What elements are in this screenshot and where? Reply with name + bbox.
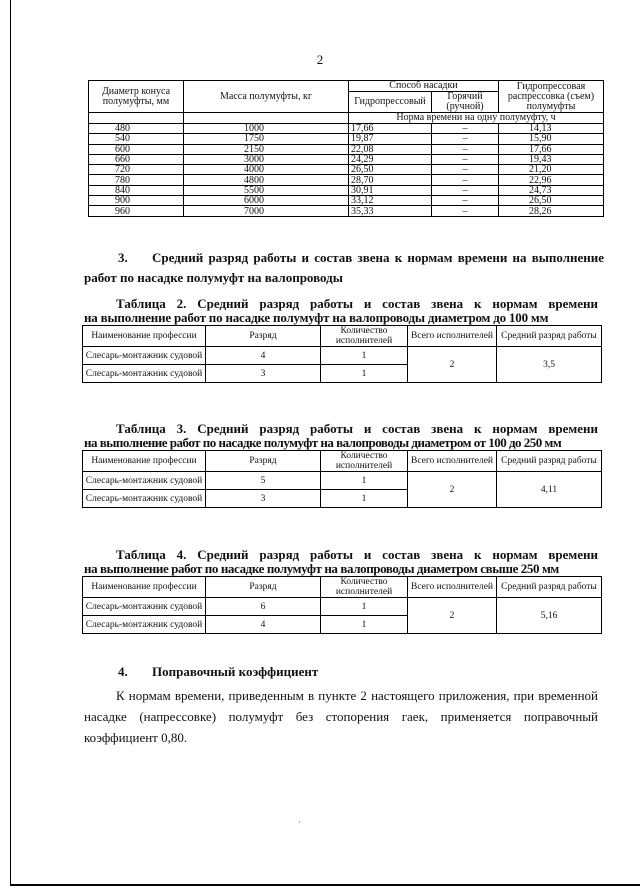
- th-grade: Разряд: [206, 577, 321, 598]
- header-mass: Масса полумуфты, кг: [184, 81, 349, 113]
- table4-caption-line1: Таблица 4. Средний разряд работы и состав звена к нормам времени: [116, 547, 598, 562]
- th-count: Количество исполнителей: [321, 577, 408, 598]
- th-avg: Средний разряд работы: [497, 577, 602, 598]
- header-hot: Горячий (ручной): [432, 92, 499, 113]
- th-profession: Наименование профессии: [83, 451, 206, 472]
- cell-hot: –: [432, 185, 499, 195]
- th-grade: Разряд: [206, 451, 321, 472]
- th-count: Количество исполнителей: [321, 326, 408, 347]
- cell-diameter: 480: [89, 124, 184, 134]
- section4-text: К нормам времени, приведенным в пункте 2 настоящего приложения, при временной насадке (напрессовке) полумуфт без стопорения гаек, применяется поправочный коэффициент 0,80.: [84, 688, 598, 745]
- table-row: [89, 165, 604, 175]
- table-row-count: 1: [321, 365, 408, 383]
- header-blank-1: [89, 113, 184, 124]
- table4: [82, 576, 602, 634]
- th-total: Всего исполнителей: [408, 577, 497, 598]
- table4-caption-line2: на выполнение работ по насадке полумуфт на валопроводы диаметром свыше 250 мм: [84, 561, 559, 576]
- table-row-grade: 6: [206, 598, 321, 616]
- cell-removal: 28,26: [499, 206, 604, 216]
- th-profession: Наименование профессии: [83, 326, 206, 347]
- cell-hydro: 28,70: [349, 175, 432, 185]
- cell-mass: 6000: [184, 196, 349, 206]
- section3-number: 3.: [118, 250, 128, 265]
- header-removal: Гидропрессовая распрессовка (съем) полумуфты: [499, 81, 604, 113]
- cell-diameter: 780: [89, 175, 184, 185]
- cell-mass: 7000: [184, 206, 349, 216]
- cell-hot: –: [432, 196, 499, 206]
- cell-removal: 15,90: [499, 134, 604, 144]
- cell-diameter: 720: [89, 165, 184, 175]
- table-row-profession: Слесарь-монтажник судовой: [83, 490, 206, 508]
- table-avg: 4,11: [497, 472, 602, 508]
- table3-caption-line1: Таблица 3. Средний разряд работы и состав звена к нормам времени: [116, 421, 598, 436]
- cell-mass: 3000: [184, 154, 349, 164]
- header-method: Способ насадки: [349, 81, 499, 92]
- table-avg: 3,5: [497, 347, 602, 383]
- cell-diameter: 540: [89, 134, 184, 144]
- cell-hydro: 30,91: [349, 185, 432, 195]
- th-profession: Наименование профессии: [83, 577, 206, 598]
- table-total: 2: [408, 472, 497, 508]
- norms-table: [88, 80, 604, 217]
- table-row-profession: Слесарь-монтажник судовой: [83, 365, 206, 383]
- cell-hydro: 24,29: [349, 154, 432, 164]
- page-frame-left: [10, 0, 11, 884]
- cell-removal: 21,20: [499, 165, 604, 175]
- table-row: [89, 124, 604, 134]
- table-row-grade: 3: [206, 490, 321, 508]
- cell-mass: 4800: [184, 175, 349, 185]
- th-count: Количество исполнителей: [321, 451, 408, 472]
- cell-removal: 26,50: [499, 196, 604, 206]
- table-row-grade: 4: [206, 616, 321, 634]
- cell-diameter: 600: [89, 144, 184, 154]
- th-avg: Средний разряд работы: [497, 451, 602, 472]
- th-grade: Разряд: [206, 326, 321, 347]
- cell-hydro: 22,08: [349, 144, 432, 154]
- cell-diameter: 840: [89, 185, 184, 195]
- cell-hot: –: [432, 206, 499, 216]
- table-total: 2: [408, 598, 497, 634]
- th-total: Всего исполнителей: [408, 326, 497, 347]
- table-row: [89, 134, 604, 144]
- cell-removal: 22,96: [499, 175, 604, 185]
- scan-speck: ·: [298, 818, 301, 827]
- cell-mass: 4000: [184, 165, 349, 175]
- table-row: [89, 185, 604, 195]
- cell-hydro: 33,12: [349, 196, 432, 206]
- table-row-profession: Слесарь-монтажник судовой: [83, 616, 206, 634]
- page-number: 2: [316, 52, 324, 67]
- table2-caption-line1: Таблица 2. Средний разряд работы и состав звена к нормам времени: [116, 296, 598, 311]
- header-blank-2: [184, 113, 349, 124]
- table-row: [89, 196, 604, 206]
- cell-removal: 17,66: [499, 144, 604, 154]
- section4-number: 4.: [118, 664, 128, 679]
- table-row-grade: 4: [206, 347, 321, 365]
- cell-hot: –: [432, 124, 499, 134]
- section3-title-line2: работ по насадке полумуфт на валопроводы: [84, 270, 343, 285]
- cell-removal: 14,13: [499, 124, 604, 134]
- table-row-grade: 3: [206, 365, 321, 383]
- header-norm: Норма времени на одну полумуфту, ч: [349, 113, 604, 124]
- cell-hydro: 19,87: [349, 134, 432, 144]
- table3: [82, 450, 602, 508]
- cell-removal: 24,73: [499, 185, 604, 195]
- cell-hot: –: [432, 165, 499, 175]
- table-avg: 5,16: [497, 598, 602, 634]
- table-row-count: 1: [321, 472, 408, 490]
- cell-hot: –: [432, 175, 499, 185]
- th-total: Всего исполнителей: [408, 451, 497, 472]
- table-row: [89, 175, 604, 185]
- cell-mass: 5500: [184, 185, 349, 195]
- table-row-profession: Слесарь-монтажник судовой: [83, 598, 206, 616]
- table-row: [89, 206, 604, 216]
- header-hydro: Гидропрессовый: [349, 92, 432, 113]
- cell-hot: –: [432, 144, 499, 154]
- table-row-profession: Слесарь-монтажник судовой: [83, 472, 206, 490]
- cell-removal: 19,43: [499, 154, 604, 164]
- table-row-count: 1: [321, 616, 408, 634]
- cell-hot: –: [432, 134, 499, 144]
- cell-hydro: 17,66: [349, 124, 432, 134]
- table-row-grade: 5: [206, 472, 321, 490]
- table-row: [89, 144, 604, 154]
- table-row-profession: Слесарь-монтажник судовой: [83, 347, 206, 365]
- cell-mass: 2150: [184, 144, 349, 154]
- cell-hot: –: [432, 154, 499, 164]
- cell-hydro: 35,33: [349, 206, 432, 216]
- table-row: [89, 154, 604, 164]
- page-frame-bottom: [10, 884, 640, 886]
- section4-title: Поправочный коэффициент: [152, 664, 319, 679]
- table3-caption-line2: на выполнение работ по насадке полумуфт на валопроводы диаметром от 100 до 250 мм: [84, 435, 562, 450]
- table-row-count: 1: [321, 347, 408, 365]
- cell-mass: 1750: [184, 134, 349, 144]
- cell-diameter: 900: [89, 196, 184, 206]
- table-row-count: 1: [321, 598, 408, 616]
- table2: [82, 325, 602, 383]
- th-avg: Средний разряд работы: [497, 326, 602, 347]
- section3-title-line1: Средний разряд работы и состав звена к нормам времени на выполнение: [152, 250, 604, 265]
- table-total: 2: [408, 347, 497, 383]
- cell-hydro: 26,50: [349, 165, 432, 175]
- table2-caption-line2: на выполнение работ по насадке полумуфт на валопроводы диаметром до 100 мм: [84, 310, 549, 325]
- cell-mass: 1000: [184, 124, 349, 134]
- table-row-count: 1: [321, 490, 408, 508]
- header-diameter: Диаметр конуса полумуфты, мм: [89, 81, 184, 113]
- cell-diameter: 660: [89, 154, 184, 164]
- cell-diameter: 960: [89, 206, 184, 216]
